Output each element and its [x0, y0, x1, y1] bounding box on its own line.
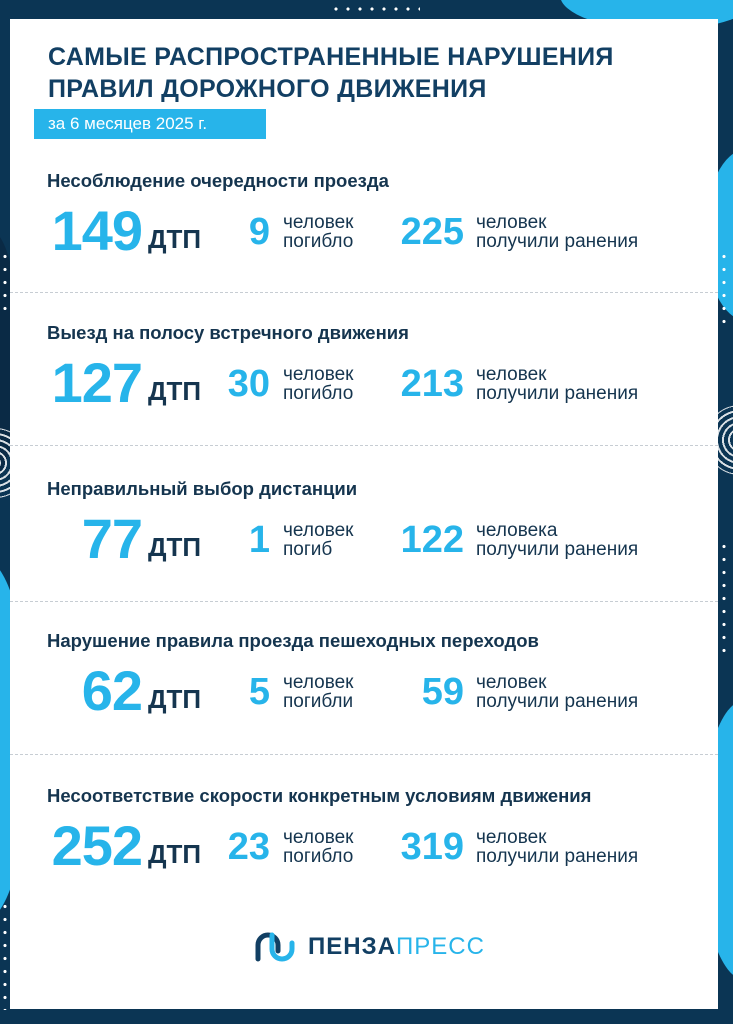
infographic-card: [10, 19, 718, 1009]
injured-label-line2: получили ранения: [476, 846, 639, 867]
accidents-unit: ДТП: [148, 376, 202, 406]
killed-label-line2: погибло: [283, 231, 354, 252]
killed-label-line1: человек: [283, 827, 354, 848]
injured-count: 59: [421, 671, 464, 713]
violation-title: Выезд на полосу встречного движения: [47, 322, 409, 343]
injured-label-line2: получили ранения: [476, 383, 639, 404]
injured-count: 225: [400, 211, 464, 253]
injured-label: [476, 213, 638, 251]
injured-label: [476, 673, 638, 711]
injured-count: 122: [400, 519, 464, 561]
injured-label-line2: получили ранения: [476, 231, 639, 252]
period-badge: за 6 месяцев 2025 г.: [34, 109, 266, 139]
killed-label: [283, 828, 353, 866]
logo-text-part1: ПЕНЗА: [308, 933, 396, 960]
bg-dots-left: [3, 250, 7, 310]
killed-label-line1: человек: [283, 520, 354, 541]
section-divider: [10, 754, 718, 755]
injured-label: [476, 521, 638, 559]
injured-count: 213: [400, 363, 464, 405]
section-divider: [10, 601, 718, 602]
violation-title: Нарушение правила проезда пешеходных переходов: [47, 630, 539, 651]
killed-count: 23: [227, 826, 270, 868]
section-divider: [10, 292, 718, 293]
accidents-count: 77: [81, 507, 142, 570]
killed-label-line2: погибли: [283, 691, 354, 712]
killed-label-line2: погибло: [283, 383, 354, 404]
bg-dots-right: [722, 250, 726, 330]
accidents-count: 127: [51, 351, 142, 414]
accidents-unit: ДТП: [148, 684, 202, 714]
title-line-1: САМЫЕ РАСПРОСТРАНЕННЫЕ НАРУШЕНИЯ: [48, 43, 614, 71]
injured-label-line1: человек: [476, 212, 547, 233]
killed-label: [283, 365, 353, 403]
accidents-count: 149: [51, 199, 142, 262]
penzapress-logo-icon: [252, 927, 298, 967]
violation-title: Несоблюдение очередности проезда: [47, 170, 389, 191]
injured-label-line1: человек: [476, 364, 547, 385]
violation-section: [10, 170, 718, 322]
killed-label: [283, 521, 353, 559]
section-divider: [10, 445, 718, 446]
killed-count: 5: [248, 671, 270, 713]
title-line-2: ПРАВИЛ ДОРОЖНОГО ДВИЖЕНИЯ: [48, 75, 487, 103]
violation-section: [10, 630, 718, 782]
killed-label-line2: погиб: [283, 539, 333, 560]
killed-label: [283, 673, 353, 711]
violation-section: [10, 322, 718, 474]
killed-count: 9: [248, 211, 270, 253]
injured-label-line1: человек: [476, 827, 547, 848]
killed-count: 1: [248, 519, 270, 561]
injured-label-line2: получили ранения: [476, 691, 639, 712]
violation-section: [10, 785, 718, 937]
killed-label: [283, 213, 353, 251]
killed-label-line2: погибло: [283, 846, 354, 867]
injured-label-line1: человек: [476, 672, 547, 693]
page-title: [48, 41, 688, 105]
violation-title: Несоответствие скорости конкретным условиям движения: [47, 785, 592, 806]
accidents-unit: ДТП: [148, 532, 202, 562]
accidents-count: 62: [81, 659, 142, 722]
injured-count: 319: [400, 826, 464, 868]
violation-section: [10, 478, 718, 630]
accidents-unit: ДТП: [148, 839, 202, 869]
bg-dots-left-2: [3, 900, 7, 1010]
logo-text-part2: ПРЕСС: [395, 933, 485, 960]
killed-label-line1: человек: [283, 672, 354, 693]
injured-label: [476, 828, 638, 866]
accidents-unit: ДТП: [148, 224, 202, 254]
accidents-count: 252: [51, 814, 142, 877]
violation-title: Неправильный выбор дистанции: [47, 478, 358, 499]
logo-text: [308, 933, 485, 961]
injured-label-line1: человека: [476, 520, 558, 541]
bg-dots-top: [330, 7, 420, 11]
killed-label-line1: человек: [283, 364, 354, 385]
injured-label-line2: получили ранения: [476, 539, 639, 560]
bg-dots-right-2: [722, 540, 726, 660]
killed-count: 30: [227, 363, 270, 405]
killed-label-line1: человек: [283, 212, 354, 233]
injured-label: [476, 365, 638, 403]
